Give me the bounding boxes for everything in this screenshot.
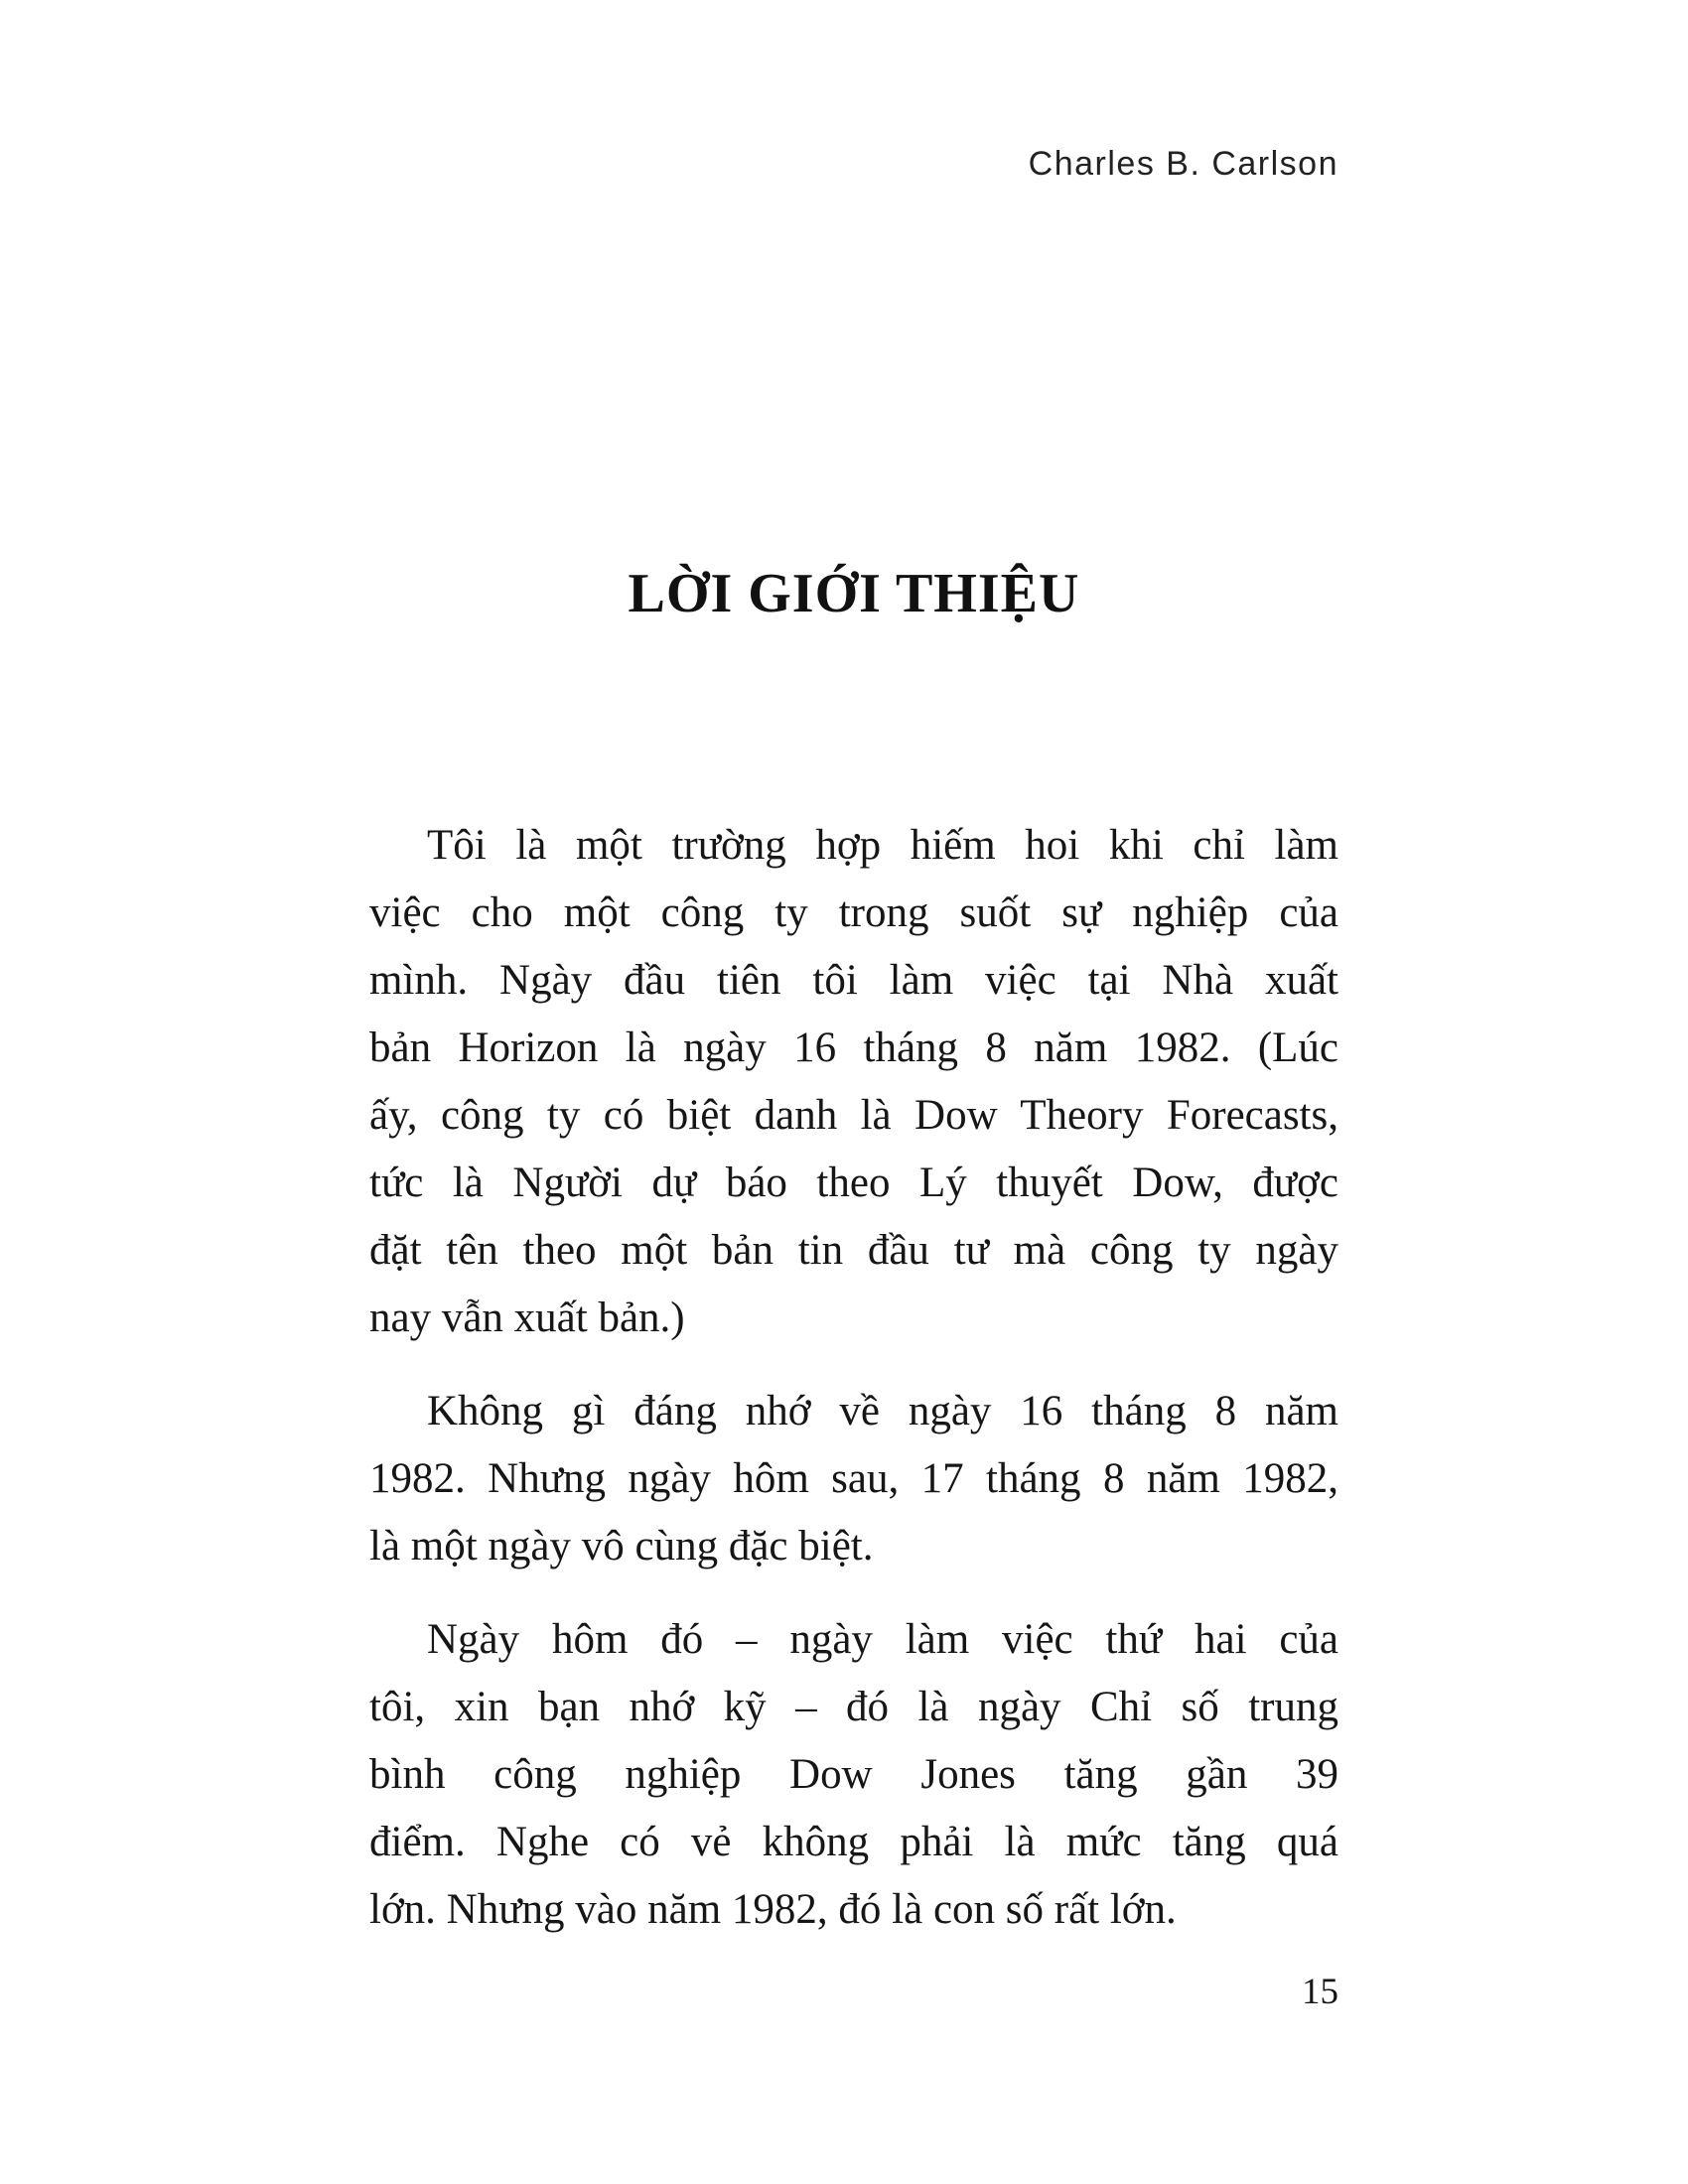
paragraph xyxy=(369,1378,1338,1580)
text-line: là một ngày vô cùng đặc biệt. xyxy=(369,1523,874,1570)
text-line: lớn. Nhưng vào năm 1982, đó là con số rất lớn. xyxy=(369,1886,1177,1933)
paragraph xyxy=(369,812,1338,1352)
text-line: Không gì đáng nhớ về ngày 16 tháng 8 năm xyxy=(427,1388,1338,1434)
text-line: bản Horizon là ngày 16 tháng 8 năm 1982. (Lúc xyxy=(369,1024,1338,1071)
text-line: việc cho một công ty trong suốt sự nghiệp của xyxy=(369,889,1338,936)
running-header: Charles B. Carlson xyxy=(1028,145,1338,183)
paragraph xyxy=(369,1606,1338,1944)
text-line: tôi, xin bạn nhớ kỹ – đó là ngày Chỉ số trung xyxy=(369,1684,1338,1730)
body-text xyxy=(369,812,1338,1970)
text-line: điểm. Nghe có vẻ không phải là mức tăng quá xyxy=(369,1819,1338,1865)
text-line: bình công nghiệp Dow Jones tăng gần 39 xyxy=(369,1751,1338,1798)
text-line: ấy, công ty có biệt danh là Dow Theory Forecasts, xyxy=(369,1092,1338,1139)
text-line: Tôi là một trường hợp hiếm hoi khi chỉ làm xyxy=(427,822,1338,869)
chapter-title: LỜI GIỚI THIỆU xyxy=(628,563,1080,624)
page-number: 15 xyxy=(1302,1972,1338,2012)
text-line: mình. Ngày đầu tiên tôi làm việc tại Nhà xuất xyxy=(369,957,1338,1004)
text-line: Ngày hôm đó – ngày làm việc thứ hai của xyxy=(427,1616,1338,1663)
text-line: 1982. Nhưng ngày hôm sau, 17 tháng 8 năm 1982, xyxy=(369,1455,1338,1502)
text-line: tức là Người dự báo theo Lý thuyết Dow, được xyxy=(369,1160,1338,1206)
text-line: đặt tên theo một bản tin đầu tư mà công ty ngày xyxy=(369,1227,1338,1274)
text-line: nay vẫn xuất bản.) xyxy=(369,1295,685,1341)
